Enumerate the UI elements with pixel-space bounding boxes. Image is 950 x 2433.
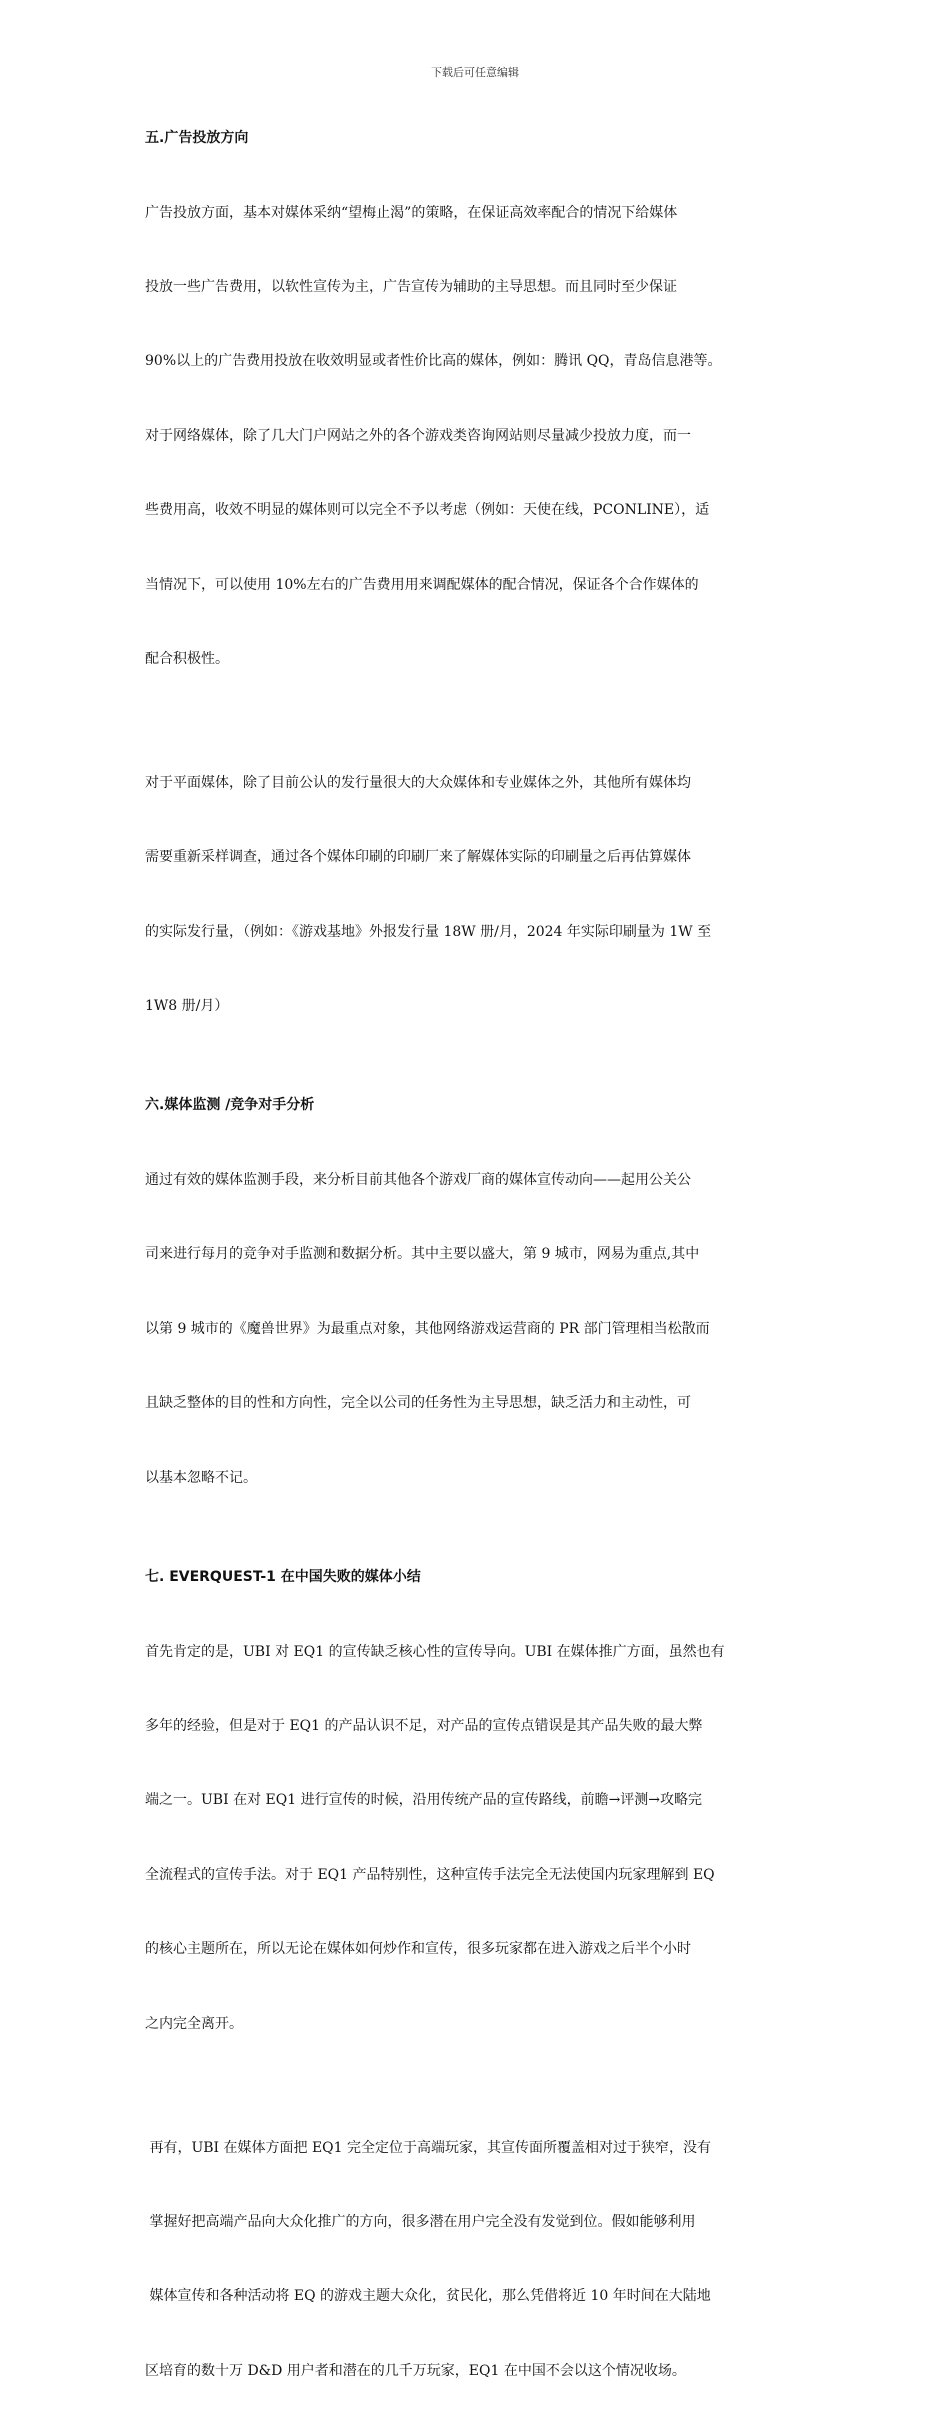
section-heading: 五.广告投放方向 — [145, 130, 249, 146]
paragraph — [145, 1118, 825, 1540]
section-spacer — [145, 1068, 825, 1093]
text-line: 投放一些广告费用，以软性宣传为主，广告宣传为辅助的主导思想。而且同时至少保证 — [145, 278, 677, 295]
text-line: 些费用高，收效不明显的媒体则可以完全不予以考虑（例如：天使在线，PCONLINE），适 — [145, 502, 710, 519]
text-line: 对于网络媒体，除了几大门户网站之外的各个游戏类咨询网站则尽量减少投放力度，而一 — [145, 427, 691, 444]
text-line: 通过有效的媒体监测手段，来分析目前其他各个游戏厂商的媒体宣传动向——起用公关公 — [145, 1172, 691, 1189]
text-line: 且缺乏整体的目的性和方向性，完全以公司的任务性为主导思想，缺乏活力和主动性，可 — [145, 1395, 691, 1412]
text-line: 之内完全离开。 — [145, 2015, 243, 2032]
section-everquest-summary — [145, 1565, 825, 2433]
text-line: 以基本忽略不记。 — [145, 1469, 257, 1486]
text-line: 全流程式的宣传手法。对于 EQ1 产品特别性，这种宣传手法完全无法使国内玩家理解到 EQ — [145, 1866, 715, 1883]
section-spacer — [145, 1540, 825, 1565]
text-line: 首先肯定的是，UBI 对 EQ1 的宣传缺乏核心性的宣传导向。UBI 在媒体推广方面，虽然也有 — [145, 1643, 725, 1660]
text-line: 1W8 册/月） — [145, 998, 229, 1015]
section-heading: 六.媒体监测 /竞争对手分析 — [145, 1097, 315, 1114]
text-line: 端之一。UBI 在对 EQ1 进行宣传的时候，沿用传统产品的宣传路线，前瞻→评测→攻略完 — [145, 1792, 703, 1809]
section-media-monitoring — [145, 1093, 825, 1540]
text-line: 以第 9 城市的《魔兽世界》为最重点对象，其他网络游戏运营商的 PR 部门管理相当松散而 — [145, 1320, 710, 1337]
text-line: 媒体宣传和各种活动将 EQ 的游戏主题大众化，贫民化，那么凭借将近 10 年时间在大陆地 — [145, 2288, 711, 2305]
text-line: 掌握好把高端产品向大众化推广的方向，很多潜在用户完全没有发觉到位。假如能够利用 — [145, 2213, 696, 2230]
document-body — [145, 126, 825, 2433]
text-line: 的实际发行量，（例如：《游戏基地》外报发行量 18W 册/月，2024 年实际印刷量为 1W 至 — [145, 923, 712, 940]
text-line: 广告投放方面，基本对媒体采纳“望梅止渴”的策略，在保证高效率配合的情况下给媒体 — [145, 204, 678, 221]
paragraph — [145, 2086, 825, 2433]
page-header-note: 下载后可任意编辑 — [431, 66, 519, 79]
text-line: 再有，UBI 在媒体方面把 EQ1 完全定位于高端玩家，其宣传面所覆盖相对过于狭窄，没有 — [145, 2139, 712, 2156]
paragraph — [145, 1590, 825, 2086]
text-line: 多年的经验，但是对于 EQ1 的产品认识不足，对产品的宣传点错误是其产品失败的最大弊 — [145, 1718, 703, 1735]
paragraph — [145, 151, 825, 721]
text-line: 对于平面媒体，除了目前公认的发行量很大的大众媒体和专业媒体之外，其他所有媒体均 — [145, 774, 691, 791]
text-line: 的核心主题所在，所以无论在媒体如何炒作和宣传，很多玩家都在进入游戏之后半个小时 — [145, 1941, 691, 1958]
section-heading: 七. EVERQUEST-1 在中国失败的媒体小结 — [145, 1569, 421, 1586]
text-line: 司来进行每月的竞争对手监测和数据分析。其中主要以盛大，第 9 城市，网易为重点,其中 — [145, 1246, 700, 1263]
text-line: 当情况下，可以使用 10%左右的广告费用用来调配媒体的配合情况，保证各个合作媒体的 — [145, 576, 699, 593]
text-line: 需要重新采样调查，通过各个媒体印刷的印刷厂来了解媒体实际的印刷量之后再估算媒体 — [145, 849, 691, 866]
section-ad-placement — [145, 126, 825, 1068]
text-line: 配合积极性。 — [145, 650, 229, 667]
text-line: 区培育的数十万 D&D 用户者和潜在的几千万玩家，EQ1 在中国不会以这个情况收场。 — [145, 2362, 686, 2379]
text-line: 90%以上的广告费用投放在收效明显或者性价比高的媒体，例如：腾讯 QQ，青岛信息港等。 — [145, 353, 722, 370]
paragraph — [145, 721, 825, 1068]
